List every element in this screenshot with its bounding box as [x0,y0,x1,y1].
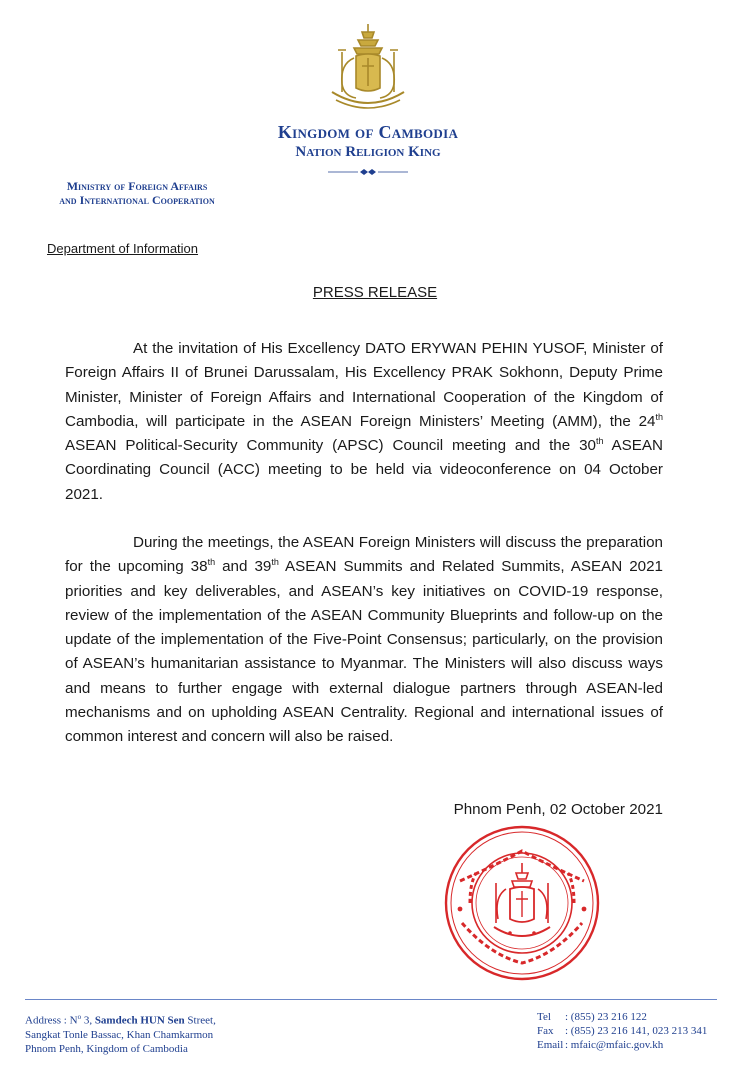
paragraph-2-sup-1: th [207,557,216,568]
paragraph-2-part-a: During the meetings, the ASEAN Foreign Ministers will discuss the preparation for the upcoming 38 [65,534,663,576]
address-line-3: Phnom Penh, Kingdom of Cambodia [25,1042,188,1055]
email-value[interactable]: : mfaic@mfaic.gov.kh [565,1039,664,1051]
tel-value: : (855) 23 216 122 [565,1011,647,1023]
paragraph-2-sup-2: th [271,557,279,568]
kingdom-title: Kingdom of Cambodia [277,122,459,142]
address-line-1 [25,1010,216,1028]
kingdom-motto: Nation Religion King [295,144,441,160]
fax-value: : (855) 23 216 141, 023 213 341 [565,1025,708,1037]
royal-emblem-icon [318,22,418,114]
press-release-title: PRESS RELEASE [312,284,438,301]
address-street-name: Samdech HUN Sen [94,1014,185,1027]
address-sup: o [77,1013,82,1021]
email-label: Email [537,1039,564,1051]
footer-address [25,1010,216,1056]
address-street-suffix: Street, [184,1014,216,1027]
email-row [537,1038,707,1052]
address-number: 3, [81,1014,95,1027]
tel-label: Tel [537,1011,551,1023]
ministry-line-2: and International Cooperation [59,193,215,207]
tel-row [537,1010,707,1024]
fax-row [537,1024,707,1038]
ministry-heading [22,179,252,207]
ministry-seal-icon [440,823,604,983]
paragraph-1-sup-2: th [595,436,604,447]
kingdom-heading [200,122,536,161]
paragraph-1 [65,337,663,507]
address-line-2: Sangkat Tonle Bassac, Khan Chamkarmon [25,1028,214,1041]
footer-contact [537,1010,707,1052]
department-label: Department of Information [47,241,199,256]
paragraph-2-part-c: ASEAN Summits and Related Summits, ASEAN 2021 priorities and key deliverables, and ASEAN’s key initiatives on COVID-19 response, review of the implementation of the ASEAN Community Blueprints and follow-up on the update of the implementation of the Five-Point Consensus; particularly, on the provision of ASEAN’s humanitarian assistance to Myanmar. The Ministers will also discuss ways and means to further engage with external dialogue partners through ASEAN-led mechanisms and on upholding ASEAN Centrality. Regional and international issues of common interest and concern will also be raised. [65,558,663,746]
fax-label: Fax [537,1025,554,1037]
address-label: Address : N [25,1014,78,1027]
footer-divider [25,999,717,1000]
ministry-line-1: Ministry of Foreign Affairs [66,179,208,193]
paragraph-2 [65,531,663,750]
paragraph-1-part-a: At the invitation of His Excellency DATO ERYWAN PEHIN YUSOF, Minister of Foreign Affairs II of Brunei Darussalam, His Excellency PRAK Sokhonn, Deputy Prime Minister, Minister of Foreign Affairs and International Cooperation of the Kingdom of Cambodia, will participate in the ASEAN Foreign Ministers’ Meeting (AMM), the 24 [65,340,663,430]
paragraph-1-sup-1: th [655,411,663,422]
paragraph-1-part-c: ASEAN Coordinating Council (ACC) meeting to be held via videoconference on 04 October 2021. [65,437,663,503]
ornament-divider-icon [318,163,418,171]
dateline: Phnom Penh, 02 October 2021 [453,801,663,818]
paragraph-1-part-b: ASEAN Political-Security Community (APSC) Council meeting and the 30 [65,437,596,455]
paragraph-2-part-b: and 39 [215,558,272,576]
